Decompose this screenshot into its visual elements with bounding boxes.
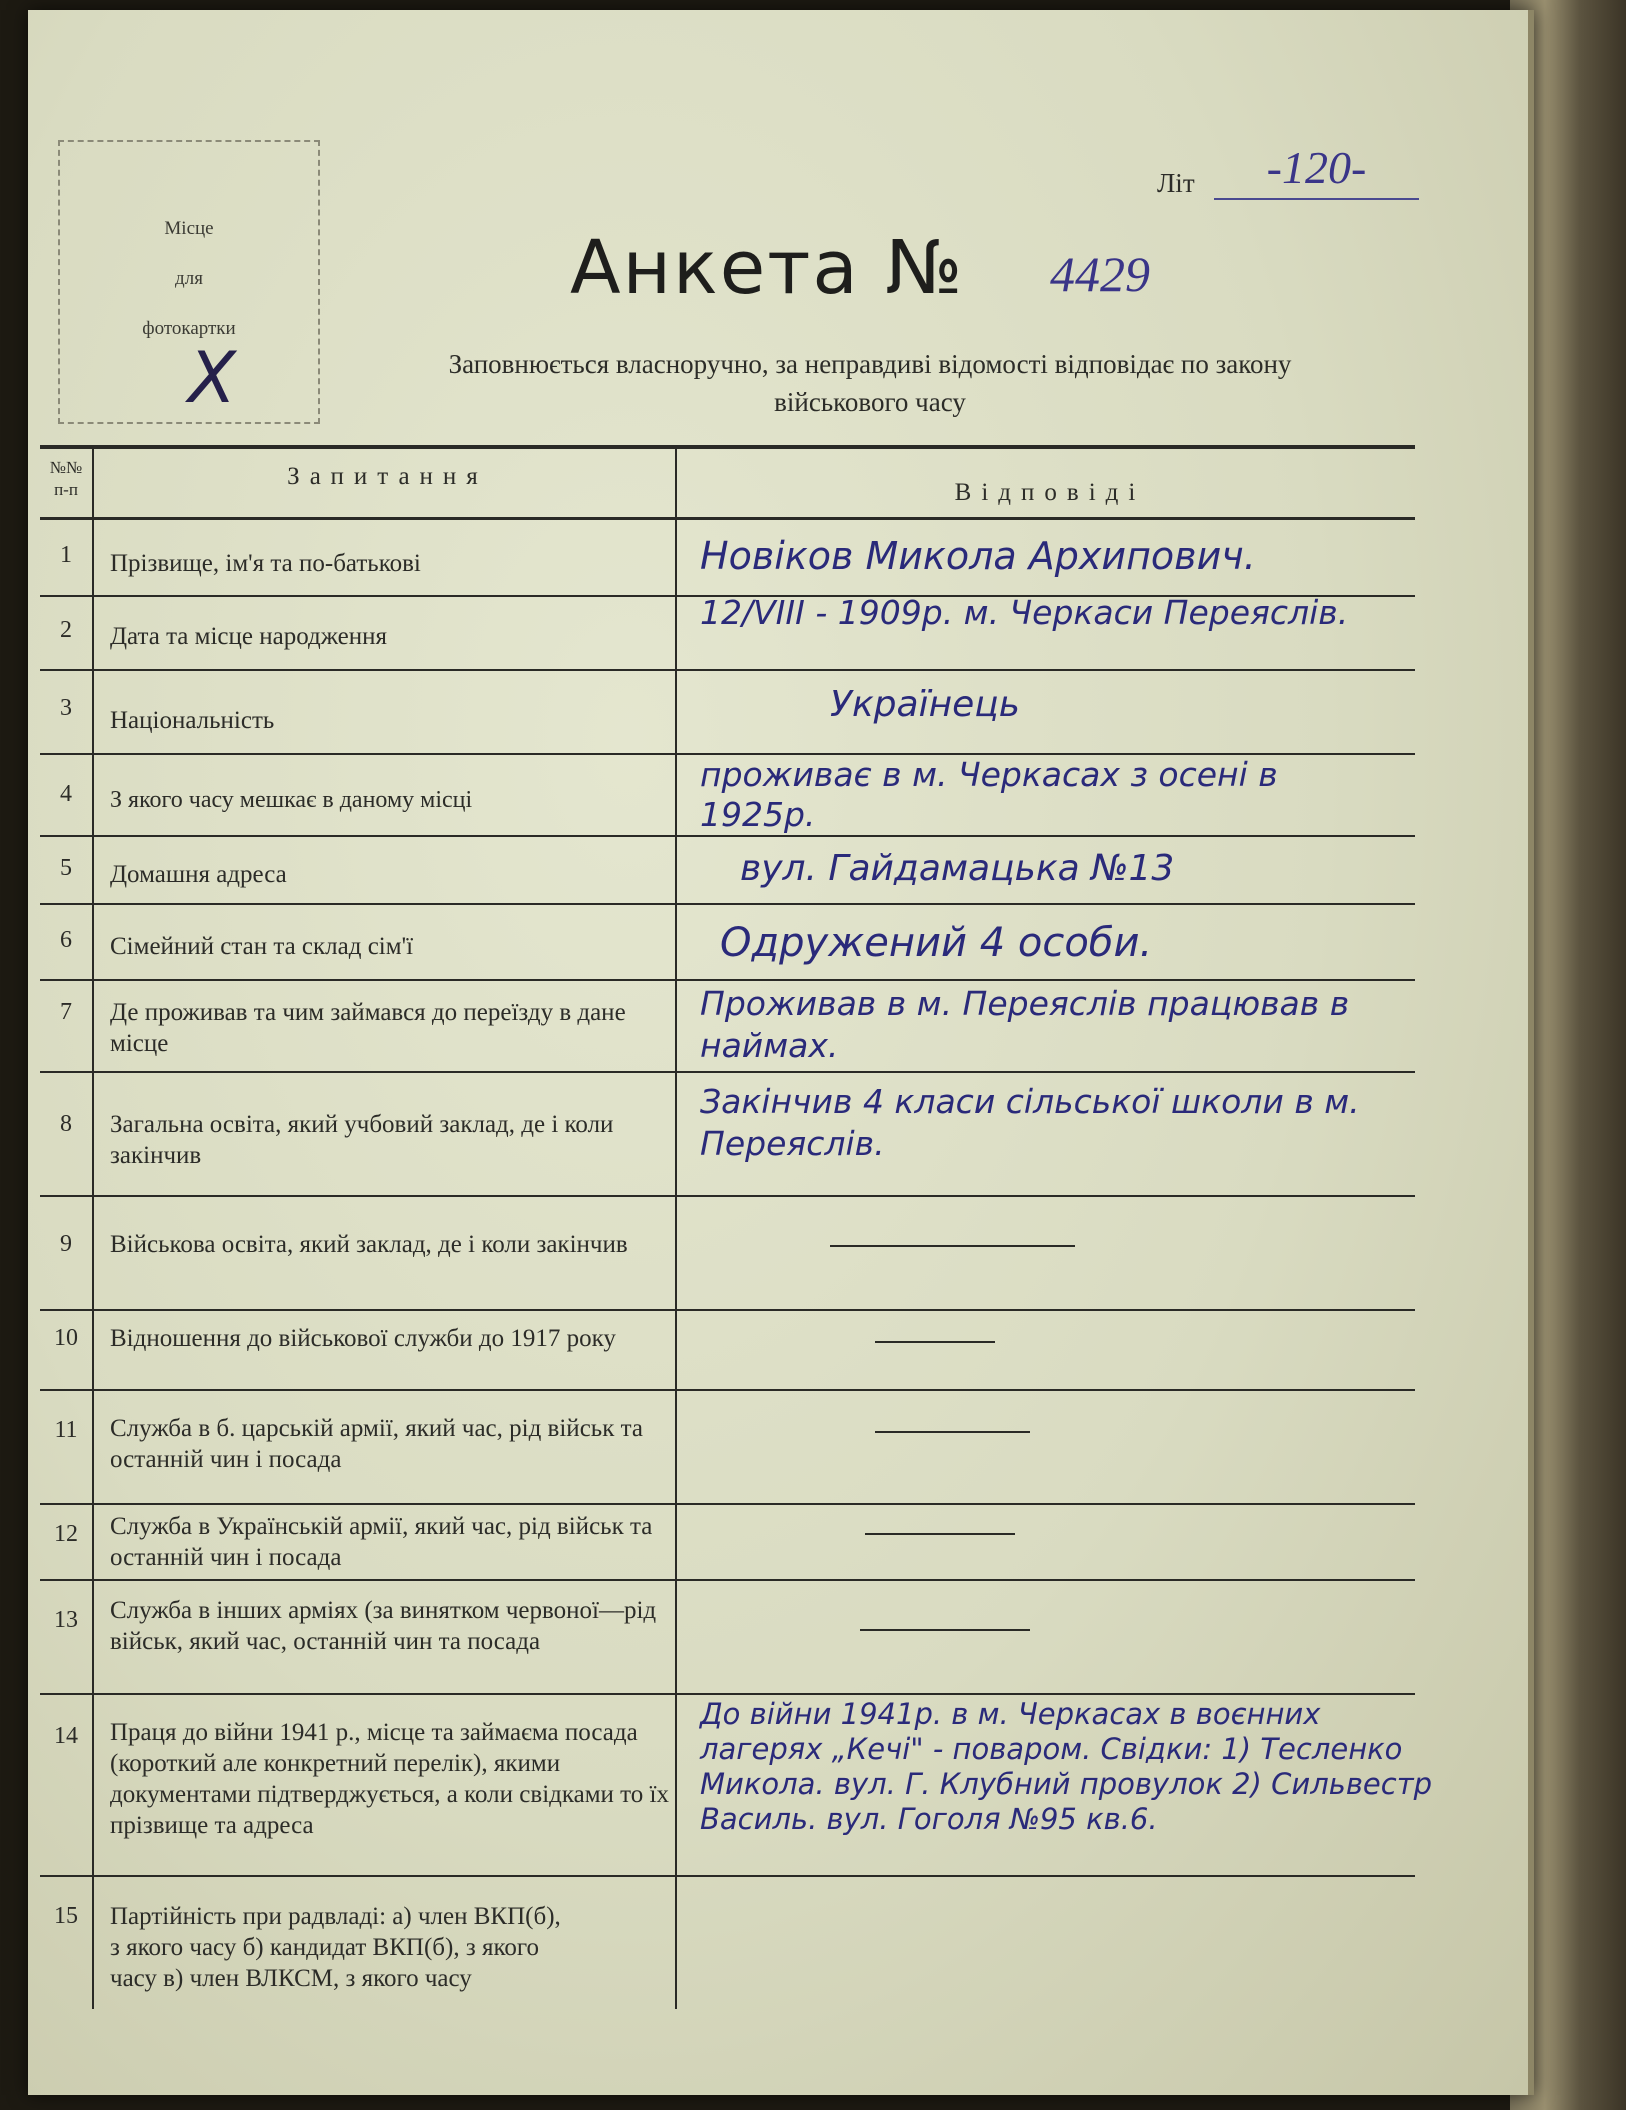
row-answer: проживає в м. Черкасах з осені в 1925р. <box>700 755 1278 834</box>
row-number: 13 <box>54 1607 78 1633</box>
row-question: Служба в Українській армії, який час, рід військ та останній чин і посада <box>110 1513 653 1571</box>
row-answer: Одружений 4 особи. <box>720 920 1153 966</box>
empty-answer-dash <box>875 1431 1030 1433</box>
empty-answer-dash <box>830 1245 1075 1247</box>
row-answer: До війни 1941р. в м. Черкасах в воєнних лагерях „Кечі" - поваром. Свідки: 1) Тесленко Микола. вул. Г. Клубний провулок 2) Сильвестр Василь. вул. Гоголя №95 кв.6. <box>700 1697 1432 1836</box>
row-question: Дата та місце народження <box>110 623 388 650</box>
row-number: 6 <box>60 927 72 953</box>
empty-answer-dash <box>875 1341 995 1343</box>
row-number: 11 <box>54 1417 78 1443</box>
photo-label-line1: Місце <box>164 218 214 239</box>
photo-placeholder <box>58 140 320 424</box>
empty-answer-dash <box>865 1533 1015 1535</box>
instructions-line2: військового часу <box>774 387 966 417</box>
row-question: Служба в б. царській армії, який час, рід військ та останній чин і посада <box>110 1415 643 1473</box>
instructions-line1: Заповнюється власноручно, за неправдиві відомості відповідає по закону <box>448 349 1292 379</box>
form-number: 4429 <box>1050 246 1150 302</box>
header-answers: Відповіді <box>954 479 1146 506</box>
sheet-number: -120- <box>1214 138 1419 200</box>
photo-label-line3: фотокартки <box>142 318 236 339</box>
row-question: Відношення до військової служби до 1917 року <box>110 1325 616 1352</box>
table-row <box>40 1877 1415 2007</box>
table-row <box>40 981 1415 1073</box>
photo-cross-mark: X <box>188 337 236 419</box>
questionnaire-table <box>40 445 1432 2009</box>
row-question: Служба в інших арміях (за винятком червоної—рід військ, який час, останній чин та посада <box>110 1597 657 1655</box>
row-question: Національність <box>110 707 275 734</box>
table-row <box>40 1581 1415 1695</box>
table-row <box>40 520 1415 597</box>
row-number: 4 <box>60 781 72 807</box>
header-number-line1: №№ <box>49 458 83 477</box>
form-title: Анкета № <box>570 225 965 311</box>
row-number: 1 <box>60 542 72 568</box>
header-questions: Запитання <box>287 463 488 490</box>
row-answer: Новіков Микола Архипович. <box>700 534 1256 578</box>
table-row <box>40 1197 1415 1311</box>
row-answer: Закінчив 4 класи сільської школи в м. Переяслів. <box>700 1082 1360 1163</box>
row-answer: Проживав в м. Переяслів працював в наймах. <box>700 984 1350 1065</box>
table-row <box>40 905 1415 981</box>
table-row <box>40 1311 1415 1391</box>
row-number: 2 <box>60 617 72 643</box>
table-header <box>40 449 1415 520</box>
table-row <box>40 1505 1415 1581</box>
table-row <box>40 671 1415 755</box>
form-instructions <box>340 345 1400 421</box>
row-number: 8 <box>60 1111 72 1137</box>
table-row <box>40 1391 1415 1505</box>
row-number: 5 <box>60 855 72 881</box>
row-question: Прізвище, ім'я та по-батькові <box>110 550 421 577</box>
table-row <box>40 593 1415 671</box>
photo-label-line2: для <box>175 268 203 289</box>
row-number: 14 <box>54 1723 78 1749</box>
row-question: Де проживав та чим займався до переїзду в дане місце <box>110 999 626 1057</box>
row-question: З якого часу мешкає в даному місці <box>110 787 473 813</box>
row-question: Сімейний стан та склад сім'ї <box>110 933 414 960</box>
row-question: Домашня адреса <box>110 861 287 888</box>
table-row <box>40 1695 1432 1877</box>
row-question: Військова освіта, який заклад, де і коли закінчив <box>110 1231 628 1258</box>
table-row <box>40 837 1415 905</box>
header-number-column <box>40 457 92 501</box>
header-number-line2: п-п <box>54 480 78 499</box>
row-answer: 12/VIII - 1909р. м. Черкаси Переяслів. <box>700 593 1349 632</box>
row-number: 10 <box>54 1325 78 1351</box>
table-row <box>40 755 1415 837</box>
row-answer: Українець <box>830 684 1021 725</box>
sheet-label: Літ <box>1157 168 1195 198</box>
row-answer: вул. Гайдамацька №13 <box>740 848 1175 889</box>
table-row <box>40 1073 1415 1197</box>
row-number: 15 <box>54 1903 78 1929</box>
row-number: 12 <box>54 1521 78 1547</box>
empty-answer-dash <box>860 1629 1030 1631</box>
row-number: 9 <box>60 1231 72 1257</box>
row-question: Партійність при радвладі: а) член ВКП(б), з якого часу б) кандидат ВКП(б), з якого часу в) член ВЛКСМ, з якого часу <box>110 1903 561 1992</box>
row-question: Загальна освіта, який учбовий заклад, де і коли закінчив <box>110 1111 614 1169</box>
row-number: 7 <box>60 999 72 1025</box>
row-question: Праця до війни 1941 р., місце та займаєма посада (короткий але конкретний перелік), якими документами підтверджується, а коли свідками то їх прізвище та адреса <box>110 1719 669 1839</box>
row-number: 3 <box>60 695 72 721</box>
